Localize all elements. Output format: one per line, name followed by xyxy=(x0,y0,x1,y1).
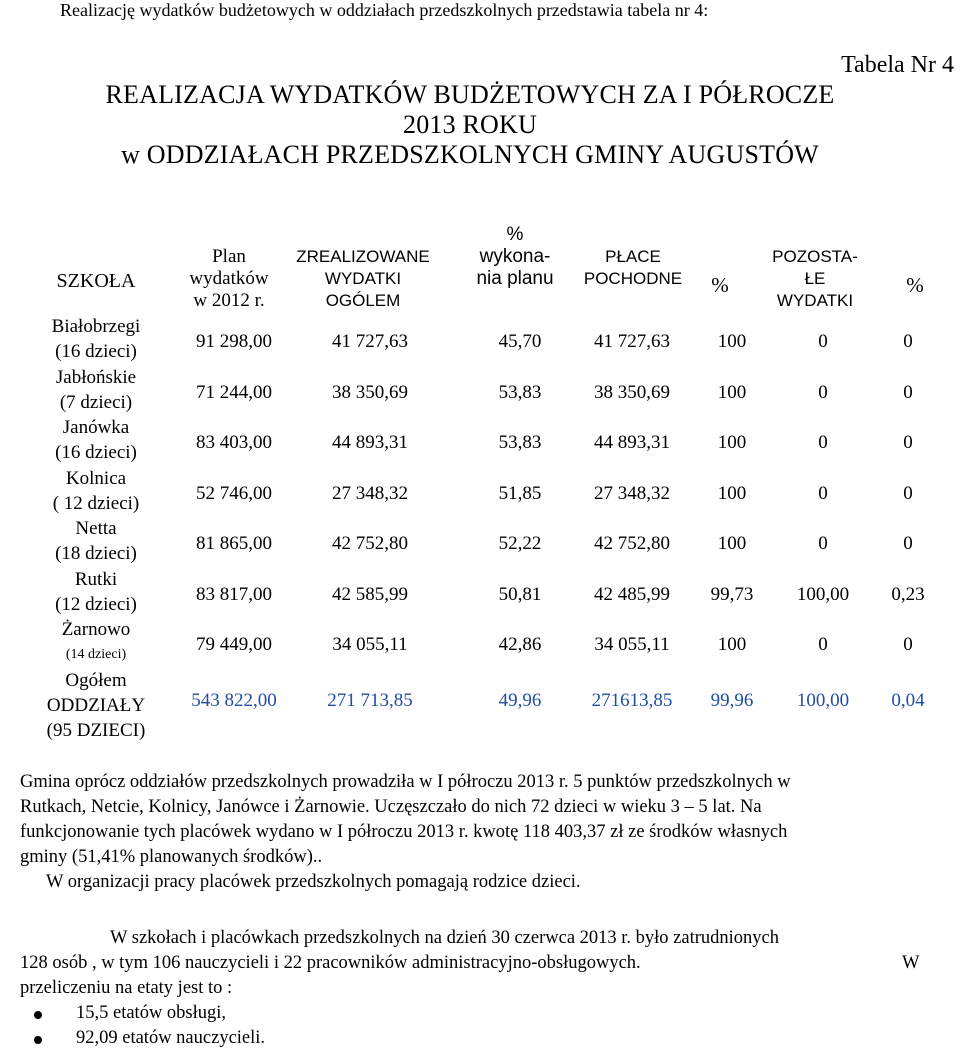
header-pct2: % xyxy=(711,273,729,297)
cell-pct: 49,96 xyxy=(498,689,542,711)
cell-other: 0 xyxy=(818,381,828,403)
cell-pct: 53,83 xyxy=(498,432,542,453)
cell-real: 44 893,31 xyxy=(332,432,408,453)
cell-pct2: 100 xyxy=(717,331,747,352)
cell-pct: 50,81 xyxy=(498,583,542,605)
header-school: SZKOŁA xyxy=(56,270,136,292)
cell-real: 27 348,32 xyxy=(332,482,408,504)
cell-pct: 52,22 xyxy=(498,533,542,554)
expenditure-table xyxy=(20,222,940,744)
school-name: Białobrzegi (16 dzieci) xyxy=(51,316,141,362)
cell-plan: 52 746,00 xyxy=(196,482,272,504)
cell-real: 34 055,11 xyxy=(332,634,408,655)
table-title-line1: REALIZACJA WYDATKÓW BUDŻETOWYCH ZA I PÓŁROCZE xyxy=(105,80,835,109)
table-row xyxy=(20,617,940,668)
cell-other: 0 xyxy=(818,331,828,352)
table-number: Tabela Nr 4 xyxy=(841,52,954,78)
bullet-icon xyxy=(34,1036,42,1044)
table-body xyxy=(20,314,940,668)
table-row xyxy=(20,415,940,466)
cell-real: 42 585,99 xyxy=(332,583,408,605)
cell-pay: 38 350,69 xyxy=(594,381,670,403)
bullet-icon xyxy=(34,1011,42,1019)
table-row xyxy=(20,466,940,517)
bullet-item xyxy=(30,1003,930,1025)
header-realized: ZREALIZOWANE WYDATKI OGÓLEM xyxy=(296,247,430,310)
table-total-row xyxy=(20,668,940,744)
header-plan: Plan wydatków w 2012 r. xyxy=(189,246,269,311)
total-label: Ogółem ODDZIAŁY (95 DZIECI) xyxy=(46,669,146,741)
cell-plan: 71 244,00 xyxy=(196,381,272,403)
paragraph-line: funkcjonowanie tych placówek wydano w I półroczu 2013 r. kwotę 118 403,37 zł ze środków własnych xyxy=(20,822,788,842)
cell-pct3: 0 xyxy=(903,381,913,403)
cell-other: 0 xyxy=(818,533,828,554)
cell-real: 41 727,63 xyxy=(332,331,408,352)
school-name: Jabłońskie (7 dzieci) xyxy=(55,366,137,413)
bullet-text: 92,09 etatów nauczycieli. xyxy=(76,1028,266,1048)
cell-pct3: 0,23 xyxy=(891,583,925,605)
cell-other: 100,00 xyxy=(796,689,850,711)
cell-pct3: 0 xyxy=(903,533,913,554)
cell-plan: 83 817,00 xyxy=(196,583,272,605)
cell-plan: 79 449,00 xyxy=(196,634,272,655)
table-row xyxy=(20,365,940,416)
cell-pct3: 0 xyxy=(903,432,913,453)
paragraph-line: przeliczeniu na etaty jest to : xyxy=(20,978,233,998)
school-name: Kolnica ( 12 dzieci) xyxy=(52,467,140,514)
cell-pay: 42 752,80 xyxy=(594,533,670,554)
cell-pct3: 0 xyxy=(903,482,913,504)
intro-text: Realizację wydatków budżetowych w oddziałach przedszkolnych przedstawia tabela nr 4: xyxy=(60,0,709,20)
cell-other: 0 xyxy=(818,634,828,655)
header-other: POZOSTA- ŁE WYDATKI xyxy=(772,247,858,310)
header-pay: PŁACE POCHODNE xyxy=(583,247,683,288)
cell-pct2: 100 xyxy=(717,634,747,655)
cell-pay: 27 348,32 xyxy=(594,482,670,504)
table-title-line3: w ODDZIAŁACH PRZEDSZKOLNYCH GMINY AUGUSTÓW xyxy=(121,140,819,169)
school-name: Żarnowo (14 dzieci) xyxy=(61,619,131,662)
bullet-item xyxy=(30,1028,930,1050)
paragraph-line: W szkołach i placówkach przedszkolnych na dzień 30 czerwca 2013 r. było zatrudnionych xyxy=(110,928,780,948)
cell-plan: 91 298,00 xyxy=(196,331,272,352)
header-pct3: % xyxy=(906,273,924,297)
cell-pay: 44 893,31 xyxy=(594,432,670,453)
cell-plan: 543 822,00 xyxy=(191,689,277,711)
cell-plan: 83 403,00 xyxy=(196,432,272,453)
cell-other: 100,00 xyxy=(796,583,850,605)
cell-pay: 41 727,63 xyxy=(594,331,670,352)
paragraph-line: Rutkach, Netcie, Kolnicy, Janówce i Żarnowie. Uczęszczało do nich 72 dzieci w wieku 3 – 5 lat. Na xyxy=(20,797,762,817)
cell-pct: 42,86 xyxy=(498,634,542,655)
paragraph-line: 128 osób , w tym 106 nauczycieli i 22 pracowników administracyjno-obsługowych. xyxy=(20,953,641,973)
cell-other: 0 xyxy=(818,482,828,504)
cell-pct: 45,70 xyxy=(498,331,542,352)
table-row xyxy=(20,567,940,618)
cell-other: 0 xyxy=(818,432,828,453)
school-name: Rutki (12 dzieci) xyxy=(55,568,137,615)
table-header xyxy=(20,222,940,314)
cell-pct2: 99,96 xyxy=(710,689,754,711)
cell-pct: 51,85 xyxy=(498,482,542,504)
table-row xyxy=(20,314,940,365)
paragraph-line: gminy (51,41% planowanych środków).. xyxy=(20,847,323,867)
table-title-line2: 2013 ROKU xyxy=(403,110,537,139)
cell-pct: 53,83 xyxy=(498,381,542,403)
cell-plan: 81 865,00 xyxy=(196,533,272,554)
school-name: Janówka (16 dzieci) xyxy=(55,417,137,463)
cell-pay: 34 055,11 xyxy=(594,634,670,655)
paragraph-line: Gmina oprócz oddziałów przedszkolnych prowadziła w I półroczu 2013 r. 5 punktów przedszkolnych w xyxy=(20,772,791,792)
paragraph-line: W xyxy=(902,953,920,973)
cell-pay: 271613,85 xyxy=(591,689,673,711)
cell-pct3: 0 xyxy=(903,331,913,352)
cell-pct3: 0 xyxy=(903,634,913,655)
cell-pct2: 100 xyxy=(717,432,747,453)
cell-pct3: 0,04 xyxy=(891,689,925,711)
cell-pct2: 100 xyxy=(717,482,747,504)
cell-pct2: 100 xyxy=(717,381,747,403)
header-pct-plan: % wykona- nia planu xyxy=(476,224,554,289)
cell-pct2: 100 xyxy=(717,533,747,554)
cell-real: 38 350,69 xyxy=(332,381,408,403)
paragraph-line: W organizacji pracy placówek przedszkolnych pomagają rodzice dzieci. xyxy=(46,872,581,892)
bullet-text: 15,5 etatów obsługi, xyxy=(76,1003,227,1023)
table-row xyxy=(20,516,940,567)
cell-realized: 271 713,85 xyxy=(327,689,413,711)
cell-pct2: 99,73 xyxy=(710,583,754,605)
cell-pay: 42 485,99 xyxy=(594,583,670,605)
school-name: Netta (18 dzieci) xyxy=(55,518,137,564)
cell-real: 42 752,80 xyxy=(332,533,408,554)
